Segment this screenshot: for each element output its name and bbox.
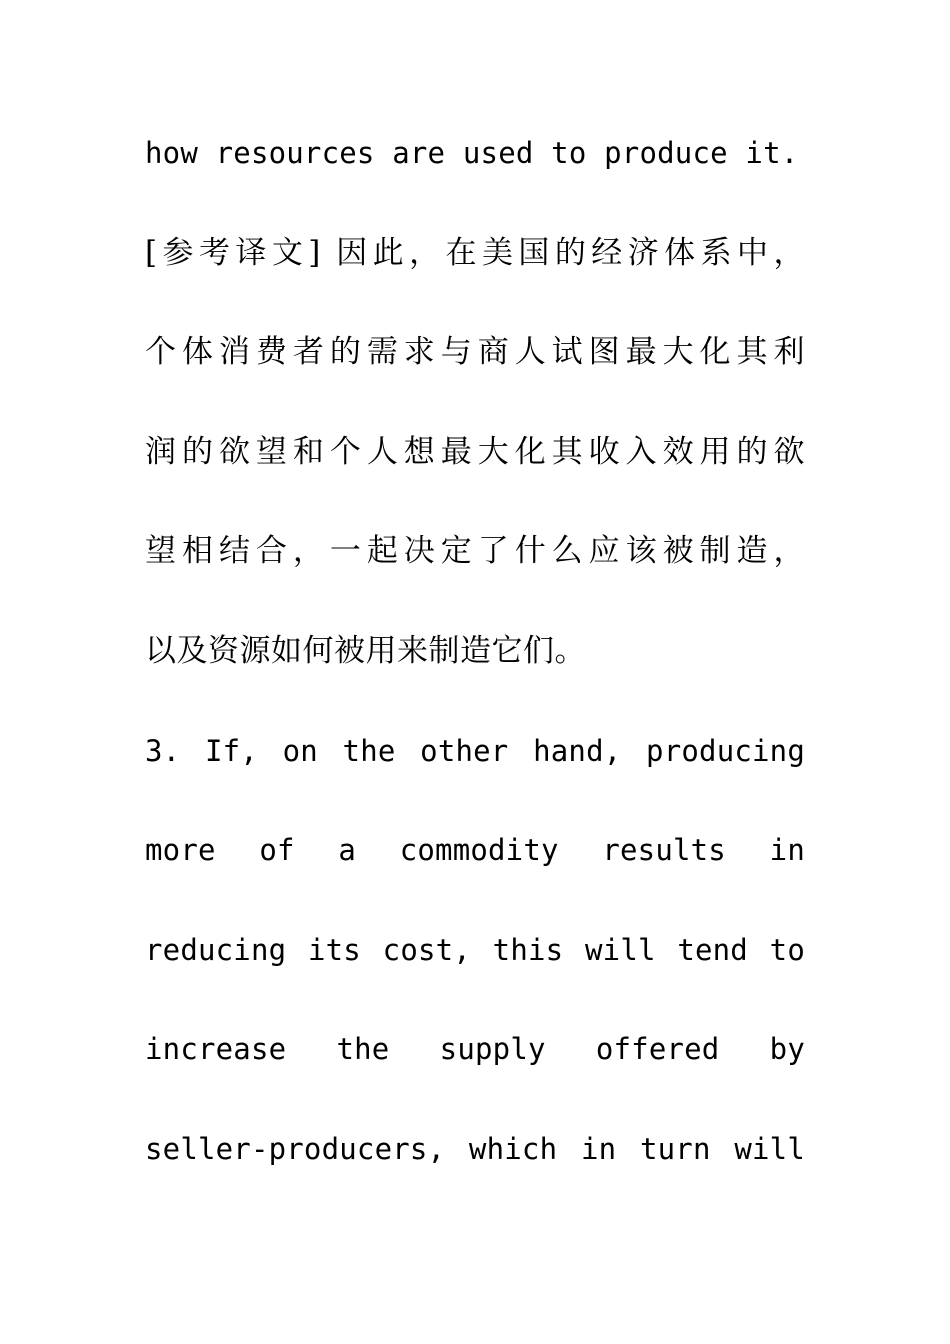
text-line: 3. If, on the other hand, producing [145, 733, 805, 768]
text-line: [参考译文] 因此，在美国的经济体系中， [145, 234, 805, 271]
text-line: more of a commodity results in [145, 833, 805, 868]
text-line: reducing its cost, this will tend to [145, 932, 805, 967]
text-line: 望相结合，一起决定了什么应该被制造， [145, 533, 805, 570]
document-text-block [145, 104, 805, 1200]
text-line: 个体消费者的需求与商人试图最大化其利 [145, 334, 805, 371]
text-line: 以及资源如何被用来制造它们。 [145, 632, 586, 669]
text-line: how resources are used to produce it. [145, 136, 799, 170]
text-line: seller-producers, which in turn will [145, 1131, 805, 1166]
text-line: increase the supply offered by [145, 1032, 805, 1067]
text-line: 润的欲望和个人想最大化其收入效用的欲 [145, 433, 805, 470]
